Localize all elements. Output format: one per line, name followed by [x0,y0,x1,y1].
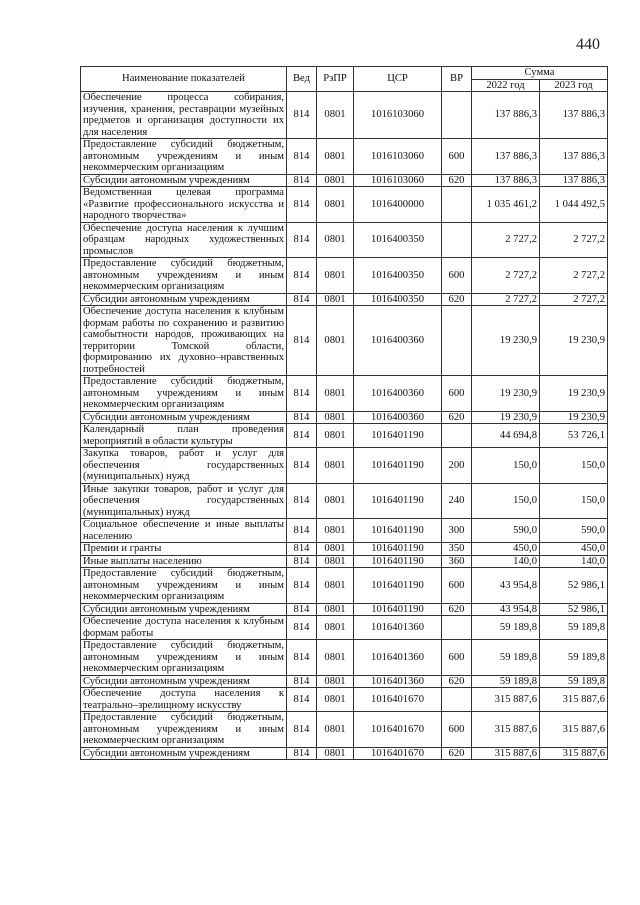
row-rzpr: 0801 [317,568,354,604]
row-amount-2023: 19 230,9 [540,411,608,424]
row-rzpr: 0801 [317,174,354,187]
row-amount-2022: 590,0 [472,519,540,543]
row-vr [442,424,472,448]
row-amount-2023: 59 189,8 [540,616,608,640]
row-vr: 600 [442,640,472,676]
row-amount-2022: 2 727,2 [472,293,540,306]
header-csr: ЦСР [354,67,442,92]
row-amount-2022: 315 887,6 [472,712,540,748]
table-row [81,747,608,760]
row-amount-2023: 150,0 [540,448,608,484]
row-amount-2022: 19 230,9 [472,411,540,424]
row-vr: 600 [442,139,472,175]
row-amount-2023: 315 887,6 [540,688,608,712]
row-amount-2022: 137 886,3 [472,174,540,187]
row-amount-2022: 19 230,9 [472,376,540,412]
header-year-2023: 2023 год [540,79,608,92]
table-row [81,258,608,294]
table-row [81,222,608,258]
row-rzpr: 0801 [317,424,354,448]
table-row [81,376,608,412]
row-csr: 1016401190 [354,519,442,543]
table-row [81,543,608,556]
row-amount-2022: 43 954,8 [472,603,540,616]
row-csr: 1016401190 [354,568,442,604]
row-rzpr: 0801 [317,376,354,412]
header-ved: Вед [287,67,317,92]
row-amount-2023: 59 189,8 [540,640,608,676]
row-amount-2022: 43 954,8 [472,568,540,604]
row-vr: 600 [442,258,472,294]
table-row [81,640,608,676]
row-amount-2023: 52 986,1 [540,603,608,616]
row-name: Обеспечение доступа населения к театрально–зрелищному искусству [81,688,287,712]
row-name: Премии и гранты [81,543,287,556]
row-ved: 814 [287,306,317,376]
row-name: Иные выплаты населению [81,555,287,568]
row-name: Субсидии автономным учреждениям [81,411,287,424]
row-ved: 814 [287,616,317,640]
row-name: Предоставление субсидий бюджетным, автономным учреждениям и иным некоммерческим организациям [81,258,287,294]
row-ved: 814 [287,747,317,760]
row-ved: 814 [287,139,317,175]
row-csr: 1016400350 [354,293,442,306]
row-rzpr: 0801 [317,543,354,556]
row-amount-2023: 315 887,6 [540,712,608,748]
table-row [81,603,608,616]
row-ved: 814 [287,603,317,616]
row-rzpr: 0801 [317,187,354,223]
row-name: Календарный план проведения мероприятий в области культуры [81,424,287,448]
row-amount-2022: 1 035 461,2 [472,187,540,223]
table-row [81,555,608,568]
row-vr: 620 [442,675,472,688]
row-csr: 1016401190 [354,448,442,484]
row-ved: 814 [287,640,317,676]
row-amount-2022: 450,0 [472,543,540,556]
row-csr: 1016401190 [354,555,442,568]
row-name: Обеспечение процесса собирания, изучения, хранения, реставрации музейных предметов и организация доступности их для населения [81,92,287,139]
row-vr [442,222,472,258]
row-rzpr: 0801 [317,519,354,543]
row-vr: 620 [442,411,472,424]
table-row [81,712,608,748]
row-ved: 814 [287,568,317,604]
row-amount-2023: 59 189,8 [540,675,608,688]
row-amount-2023: 2 727,2 [540,222,608,258]
row-amount-2023: 19 230,9 [540,376,608,412]
row-ved: 814 [287,448,317,484]
row-csr: 1016400360 [354,306,442,376]
table-row [81,293,608,306]
row-csr: 1016401360 [354,675,442,688]
table-row [81,448,608,484]
row-ved: 814 [287,543,317,556]
row-rzpr: 0801 [317,92,354,139]
table-row [81,519,608,543]
row-rzpr: 0801 [317,688,354,712]
row-amount-2022: 44 694,8 [472,424,540,448]
row-ved: 814 [287,411,317,424]
row-csr: 1016401190 [354,543,442,556]
row-vr: 600 [442,376,472,412]
row-vr: 600 [442,712,472,748]
row-vr: 620 [442,174,472,187]
row-name: Предоставление субсидий бюджетным, автономным учреждениям и иным некоммерческим организациям [81,568,287,604]
header-sum: Сумма [472,67,608,80]
row-csr: 1016401190 [354,424,442,448]
row-amount-2022: 315 887,6 [472,747,540,760]
row-name: Ведомственная целевая программа «Развитие профессионального искусства и народного творчества» [81,187,287,223]
row-vr [442,92,472,139]
header-vr: ВР [442,67,472,92]
row-csr: 1016401670 [354,747,442,760]
row-csr: 1016400000 [354,187,442,223]
row-amount-2022: 59 189,8 [472,640,540,676]
page-number: 440 [576,36,600,53]
row-name: Обеспечение доступа населения к клубным формам работы [81,616,287,640]
table-row [81,568,608,604]
row-name: Субсидии автономным учреждениям [81,747,287,760]
row-amount-2023: 137 886,3 [540,92,608,139]
row-ved: 814 [287,92,317,139]
table-row [81,139,608,175]
row-name: Предоставление субсидий бюджетным, автономным учреждениям и иным некоммерческим организациям [81,712,287,748]
row-rzpr: 0801 [317,616,354,640]
row-rzpr: 0801 [317,712,354,748]
row-rzpr: 0801 [317,483,354,519]
row-amount-2023: 2 727,2 [540,258,608,294]
row-name: Субсидии автономным учреждениям [81,174,287,187]
table-row [81,411,608,424]
row-rzpr: 0801 [317,411,354,424]
header-year-2022: 2022 год [472,79,540,92]
table-row [81,187,608,223]
row-csr: 1016400350 [354,222,442,258]
row-rzpr: 0801 [317,222,354,258]
row-vr: 350 [442,543,472,556]
row-amount-2023: 590,0 [540,519,608,543]
row-name: Иные закупки товаров, работ и услуг для обеспечения государственных (муниципальных) нужд [81,483,287,519]
row-name: Закупка товаров, работ и услуг для обеспечения государственных (муниципальных) нужд [81,448,287,484]
row-amount-2022: 137 886,3 [472,92,540,139]
row-csr: 1016103060 [354,92,442,139]
row-name: Предоставление субсидий бюджетным, автономным учреждениям и иным некоммерческим организациям [81,376,287,412]
row-name: Субсидии автономным учреждениям [81,293,287,306]
row-ved: 814 [287,555,317,568]
row-vr [442,688,472,712]
row-name: Социальное обеспечение и иные выплаты населению [81,519,287,543]
row-csr: 1016401670 [354,712,442,748]
row-amount-2022: 137 886,3 [472,139,540,175]
row-amount-2023: 53 726,1 [540,424,608,448]
row-csr: 1016400360 [354,411,442,424]
row-ved: 814 [287,519,317,543]
header-name: Наименование показателей [81,67,287,92]
row-amount-2023: 140,0 [540,555,608,568]
row-name: Предоставление субсидий бюджетным, автономным учреждениям и иным некоммерческим организациям [81,640,287,676]
row-name: Обеспечение доступа населения к лучшим образцам народных художественных промыслов [81,222,287,258]
row-ved: 814 [287,688,317,712]
row-amount-2022: 2 727,2 [472,258,540,294]
row-vr: 620 [442,747,472,760]
table-row [81,174,608,187]
row-amount-2023: 150,0 [540,483,608,519]
row-amount-2022: 315 887,6 [472,688,540,712]
row-rzpr: 0801 [317,555,354,568]
row-ved: 814 [287,258,317,294]
row-csr: 1016401190 [354,603,442,616]
row-amount-2023: 19 230,9 [540,306,608,376]
row-ved: 814 [287,174,317,187]
table-row [81,306,608,376]
row-vr: 600 [442,568,472,604]
row-csr: 1016401360 [354,616,442,640]
row-amount-2023: 137 886,3 [540,139,608,175]
row-csr: 1016103060 [354,139,442,175]
row-vr: 620 [442,293,472,306]
row-ved: 814 [287,293,317,306]
row-name: Субсидии автономным учреждениям [81,675,287,688]
row-csr: 1016400360 [354,376,442,412]
row-csr: 1016400350 [354,258,442,294]
row-vr: 200 [442,448,472,484]
row-vr: 360 [442,555,472,568]
row-amount-2022: 59 189,8 [472,675,540,688]
row-rzpr: 0801 [317,448,354,484]
row-amount-2022: 140,0 [472,555,540,568]
row-amount-2022: 150,0 [472,448,540,484]
row-ved: 814 [287,187,317,223]
row-ved: 814 [287,675,317,688]
row-rzpr: 0801 [317,603,354,616]
row-amount-2022: 150,0 [472,483,540,519]
table-row [81,688,608,712]
row-amount-2023: 315 887,6 [540,747,608,760]
table-row [81,424,608,448]
row-rzpr: 0801 [317,675,354,688]
row-ved: 814 [287,376,317,412]
row-amount-2022: 2 727,2 [472,222,540,258]
row-rzpr: 0801 [317,747,354,760]
row-amount-2023: 1 044 492,5 [540,187,608,223]
row-vr: 300 [442,519,472,543]
row-vr [442,616,472,640]
row-csr: 1016103060 [354,174,442,187]
table-row [81,675,608,688]
row-ved: 814 [287,712,317,748]
row-csr: 1016401670 [354,688,442,712]
row-name: Субсидии автономным учреждениям [81,603,287,616]
row-rzpr: 0801 [317,258,354,294]
row-vr [442,187,472,223]
row-name: Предоставление субсидий бюджетным, автономным учреждениям и иным некоммерческим организациям [81,139,287,175]
row-rzpr: 0801 [317,306,354,376]
row-amount-2022: 59 189,8 [472,616,540,640]
budget-table [80,66,608,760]
row-name: Обеспечение доступа населения к клубным формам работы по сохранению и развитию самобытности народов, проживающих на территории Томской области, формированию их духовно–нравственных потребностей [81,306,287,376]
row-csr: 1016401360 [354,640,442,676]
row-ved: 814 [287,424,317,448]
row-rzpr: 0801 [317,293,354,306]
row-rzpr: 0801 [317,139,354,175]
row-rzpr: 0801 [317,640,354,676]
table-body [81,92,608,760]
row-vr: 240 [442,483,472,519]
row-amount-2023: 2 727,2 [540,293,608,306]
row-ved: 814 [287,222,317,258]
row-vr: 620 [442,603,472,616]
row-amount-2022: 19 230,9 [472,306,540,376]
header-rzpr: РзПР [317,67,354,92]
row-vr [442,306,472,376]
table-row [81,92,608,139]
table-header-row [81,67,608,80]
row-amount-2023: 137 886,3 [540,174,608,187]
row-amount-2023: 52 986,1 [540,568,608,604]
row-amount-2023: 450,0 [540,543,608,556]
table-row [81,616,608,640]
row-csr: 1016401190 [354,483,442,519]
row-ved: 814 [287,483,317,519]
table-row [81,483,608,519]
